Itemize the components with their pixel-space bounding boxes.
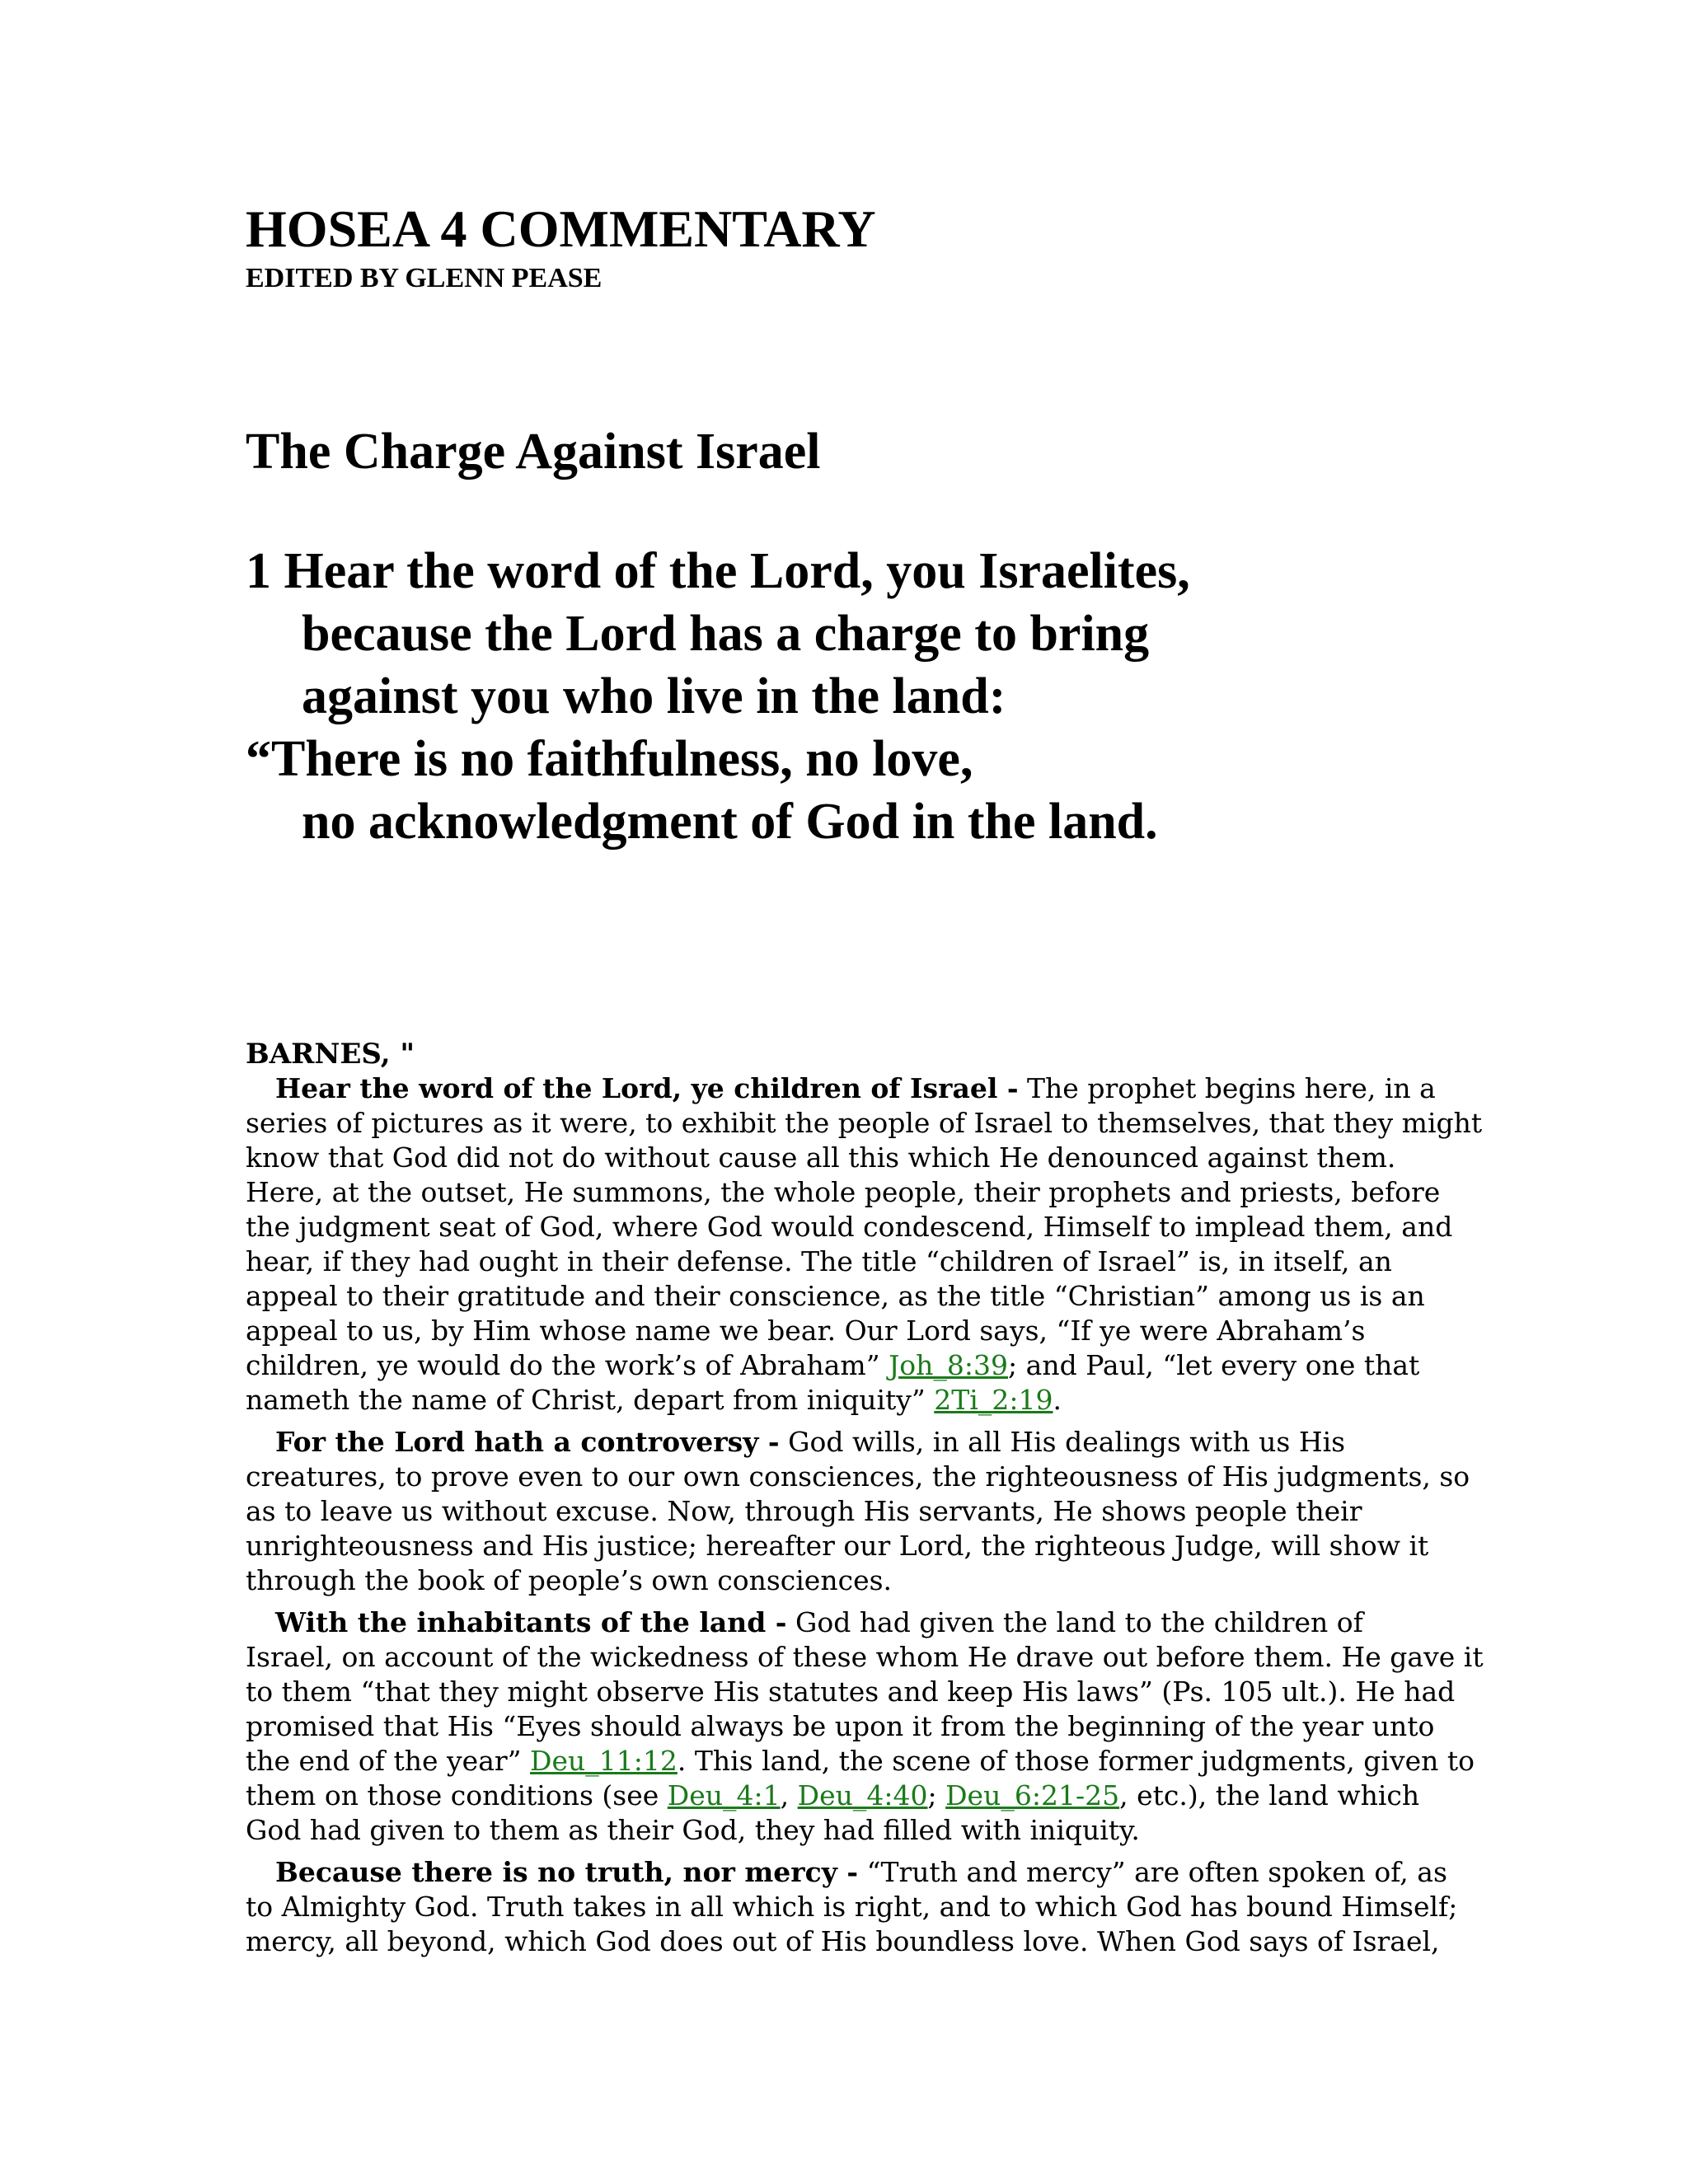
- text-line: creatures, to prove even to our own consciences, the righteousness of His judgments, so: [246, 1460, 1470, 1493]
- text-line: nameth the name of Christ, depart from iniquity”: [246, 1384, 935, 1416]
- text-line: . This land, the scene of those former judgments, given to: [677, 1745, 1475, 1777]
- text-line: to them “that they might observe His statutes and keep His laws” (Ps. 105 ult.). He had: [246, 1675, 1456, 1708]
- scripture-ref-link[interactable]: Deu_6:21-25: [945, 1779, 1120, 1811]
- text-line: the judgment seat of God, where God would condescend, Himself to implead them, and: [246, 1211, 1453, 1243]
- commentary-paragraph: [246, 1605, 1484, 1848]
- verse-line: because the Lord has a charge to bring: [302, 606, 1150, 662]
- document-title: HOSEA 4 COMMENTARY: [246, 199, 876, 258]
- text-line: promised that His “Eyes should always be upon it from the beginning of the year unto: [246, 1710, 1435, 1742]
- text-line: mercy, all beyond, which God does out of His boundless love. When God says of Israel,: [246, 1925, 1440, 1957]
- document-subtitle: EDITED BY GLENN PEASE: [246, 263, 603, 293]
- text-line: God had given the land to the children of: [786, 1606, 1363, 1638]
- verse-line: “There is no faithfulness, no love,: [246, 731, 973, 787]
- paragraph-lead: Because there is no truth, nor mercy -: [275, 1856, 859, 1888]
- text-line: to Almighty God. Truth takes in all which is right, and to which God has bound Himself;: [246, 1891, 1458, 1923]
- verse-line: no acknowledgment of God in the land.: [302, 794, 1158, 850]
- paragraph-lead: With the inhabitants of the land -: [275, 1606, 787, 1638]
- text-line: “Truth and mercy” are often spoken of, as: [858, 1856, 1447, 1888]
- text-line: series of pictures as it were, to exhibit the people of Israel to themselves, that they might: [246, 1107, 1483, 1139]
- text-line: as to leave us without excuse. Now, through His servants, He shows people their: [246, 1495, 1362, 1527]
- text-line: them on those conditions (see: [246, 1779, 668, 1811]
- scripture-ref-link[interactable]: 2Ti_2:19: [934, 1384, 1053, 1416]
- scripture-ref-link[interactable]: Deu_11:12: [530, 1745, 678, 1777]
- text-line: appeal to us, by Him whose name we bear. Our Lord says, “If ye were Abraham’s: [246, 1315, 1366, 1347]
- text-line: through the book of people’s own consciences.: [246, 1564, 893, 1596]
- text-line: Israel, on account of the wickedness of these whom He drave out before them. He gave it: [246, 1641, 1484, 1673]
- commentary-paragraph: [246, 1425, 1470, 1598]
- separator: ;: [927, 1779, 946, 1811]
- text-line: God wills, in all His dealings with us His: [779, 1426, 1346, 1458]
- text-line: children, ye would do the work’s of Abraham”: [246, 1349, 889, 1381]
- verse-line: 1 Hear the word of the Lord, you Israelites,: [246, 543, 1190, 599]
- section-heading: The Charge Against Israel: [246, 424, 821, 480]
- verse-block: [246, 540, 1482, 853]
- commentary-paragraph: [246, 1071, 1483, 1418]
- text-line: Here, at the outset, He summons, the whole people, their prophets and priests, before: [246, 1176, 1441, 1208]
- commentary-source-label: BARNES, ": [246, 1038, 415, 1071]
- text-line: God had given to them as their God, they had filled with iniquity.: [246, 1814, 1140, 1846]
- text-line: know that God did not do without cause all this which He denounced against them.: [246, 1141, 1396, 1174]
- text-line: , etc.), the land which: [1119, 1779, 1420, 1811]
- commentary-section: [246, 1037, 1484, 1966]
- text-line: unrighteousness and His justice; hereafter our Lord, the righteous Judge, will show it: [246, 1530, 1429, 1562]
- text-line: The prophet begins here, in a: [1018, 1072, 1436, 1104]
- scripture-ref-link[interactable]: Deu_4:40: [797, 1779, 928, 1811]
- text-line: ; and Paul, “let every one that: [1008, 1349, 1420, 1381]
- text-line: hear, if they had ought in their defense. The title “children of Israel” is, in itself, an: [246, 1245, 1392, 1277]
- commentary-paragraph: [246, 1855, 1458, 1959]
- separator: ,: [780, 1779, 798, 1811]
- text-line: appeal to their gratitude and their conscience, as the title “Christian” among us is an: [246, 1280, 1425, 1312]
- scripture-ref-link[interactable]: Deu_4:1: [667, 1779, 781, 1811]
- paragraph-lead: Hear the word of the Lord, ye children of Israel -: [275, 1072, 1019, 1104]
- verse-line: against you who live in the land:: [302, 668, 1006, 724]
- paragraph-lead: For the Lord hath a controversy -: [275, 1426, 780, 1458]
- text-line: the end of the year”: [246, 1745, 531, 1777]
- scripture-ref-link[interactable]: Joh_8:39: [889, 1349, 1009, 1381]
- text-line: .: [1053, 1384, 1062, 1416]
